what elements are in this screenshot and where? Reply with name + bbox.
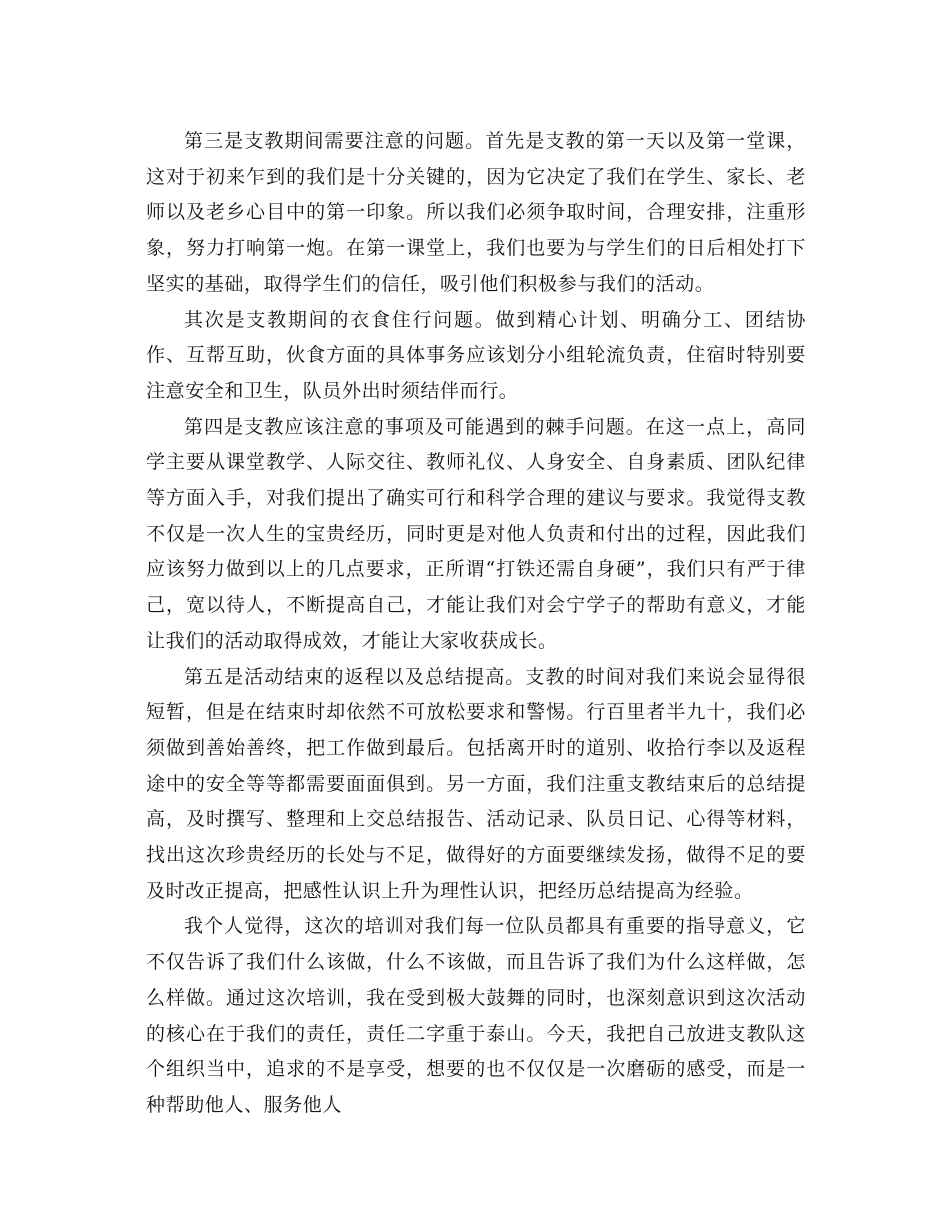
paragraph-3: 第四是支教应该注意的事项及可能遇到的棘手问题。在这一点上，高同学主要从课堂教学、人际交往、教师礼仪、人身安全、自身素质、团队纪律等方面入手，对我们提出了确实可行和科学合理的建议与要求。我觉得支教不仅是一次人生的宝贵经历，同时更是对他人负责和付出的过程，因此我们应该努力做到以上的几点要求，正所谓“打铁还需自身硬”，我们只有严于律己，宽以待人，不断提高自己，才能让我们对会宁学子的帮助有意义，才能让我们的活动取得成效，才能让大家收获成长。: [146, 415, 806, 652]
document-body: [146, 124, 806, 1124]
paragraph-4: 第五是活动结束的返程以及总结提高。支教的时间对我们来说会显得很短暂，但是在结束时却依然不可放松要求和警惕。行百里者半九十，我们必须做到善始善终，把工作做到最后。包括离开时的道别、收拾行李以及返程途中的安全等等都需要面面俱到。另一方面，我们注重支教结束后的总结提高，及时撰写、整理和上交总结报告、活动记录、队员日记、心得等材料，找出这次珍贵经历的长处与不足，做得好的方面要继续发扬，做得不足的要及时改正提高，把感性认识上升为理性认识，把经历总结提高为经验。: [146, 665, 806, 902]
paragraph-1: 第三是支教期间需要注意的问题。首先是支教的第一天以及第一堂课，这对于初来乍到的我们是十分关键的，因为它决定了我们在学生、家长、老师以及老乡心目中的第一印象。所以我们必须争取时间，合理安排，注重形象，努力打响第一炮。在第一课堂上，我们也要为与学生们的日后相处打下坚实的基础，取得学生们的信任，吸引他们积极参与我们的活动。: [146, 130, 806, 295]
paragraph-5: 我个人觉得，这次的培训对我们每一位队员都具有重要的指导意义，它不仅告诉了我们什么该做，什么不该做，而且告诉了我们为什么这样做，怎么样做。通过这次培训，我在受到极大鼓舞的同时，也深刻意识到这次活动的核心在于我们的责任，责任二字重于泰山。今天，我把自己放进支教队这个组织当中，追求的不是享受，想要的也不仅仅是一次磨砺的感受，而是一种帮助他人、服务他人: [146, 915, 806, 1116]
paragraph-2: 其次是支教期间的衣食住行问题。做到精心计划、明确分工、团结协作、互帮互助，伙食方面的具体事务应该划分小组轮流负责，住宿时特别要注意安全和卫生，队员外出时须结伴而行。: [146, 308, 806, 402]
